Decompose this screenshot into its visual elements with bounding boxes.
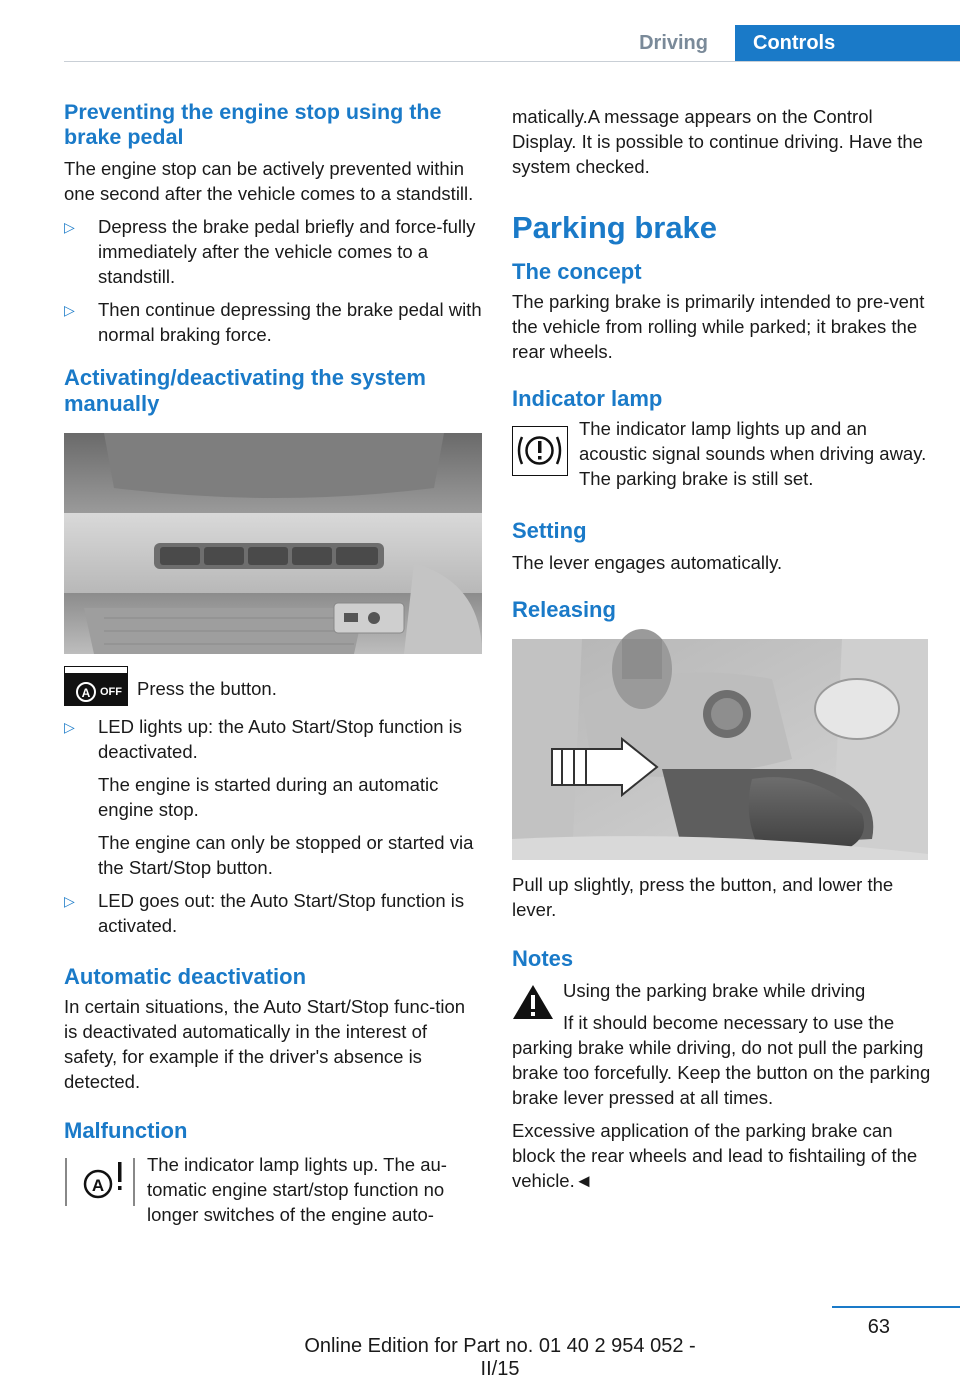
notes-block: [512, 978, 932, 1193]
triangle-bullet-icon: ▷: [64, 893, 75, 909]
parking-brake-lever-illustration: [512, 639, 928, 860]
page-number: 63: [867, 1316, 890, 1338]
parking-brake-symbol-icon: [513, 427, 566, 474]
list-item-text: LED lights up: the Auto Start/Stop function is deactivated.: [98, 716, 463, 762]
paragraph-prevent: The engine stop can be actively prevented within one second after the vehicle comes to a standstill.: [64, 158, 474, 204]
heading-setting: Setting: [512, 518, 587, 543]
malfunction-block: [64, 1152, 482, 1232]
indicator-lamp-block: [512, 416, 932, 496]
parking-brake-indicator-icon: [512, 426, 568, 476]
paragraph-setting: The lever engages automatically.: [512, 552, 783, 573]
header-tab-driving: Driving: [639, 32, 708, 54]
svg-text:A: A: [81, 686, 91, 700]
heading-the-concept: The concept: [512, 259, 642, 284]
list-item: [64, 888, 482, 938]
paragraph-malfunction: The indicator lamp lights up. The au‐tomatic engine start/stop function no longer switches of the engine auto‐: [147, 1154, 447, 1225]
header-divider: [64, 61, 960, 62]
triangle-bullet-icon: ▷: [64, 719, 75, 735]
heading-indicator-lamp: Indicator lamp: [512, 386, 663, 411]
auto-start-stop-warning-symbol-icon: [64, 1156, 136, 1208]
list-led-states: [64, 714, 482, 938]
heading-prevent-engine-stop: Preventing the engine stop using the brake pedal: [64, 100, 442, 149]
list-item-text: Depress the brake pedal briefly and force‐fully immediately after the vehicle comes to a standstill.: [98, 216, 476, 287]
warning-triangle-icon: [512, 984, 554, 1020]
console-buttons-illustration: [64, 433, 482, 654]
heading-automatic-deactivation: Automatic deactivation: [64, 964, 307, 989]
svg-text:A: A: [91, 1176, 105, 1195]
auto-start-stop-off-button-icon: [64, 666, 128, 706]
warning-triangle-symbol-icon: [512, 984, 554, 1020]
page-header: [64, 25, 960, 62]
note-paragraph-2: Excessive application of the parking brake can block the rear wheels and lead to fishtailing of the vehicle.◄: [512, 1120, 918, 1191]
heading-parking-brake: Parking brake: [512, 210, 718, 245]
paragraph-releasing: Pull up slightly, press the button, and lower the lever.: [512, 874, 894, 920]
heading-releasing: Releasing: [512, 597, 616, 622]
triangle-bullet-icon: ▷: [64, 219, 75, 235]
paragraph-malfunction-continued: matically.A message appears on the Control Display. It is possible to continue driving. Have the system checked.: [512, 106, 923, 177]
note-title: Using the parking brake while driving: [563, 980, 866, 1001]
list-item-subtext: The engine can only be stopped or started via the Start/Stop button.: [98, 832, 474, 878]
heading-malfunction: Malfunction: [64, 1118, 188, 1143]
list-item-text: Then continue depressing the brake pedal with normal braking force.: [98, 299, 482, 345]
note-paragraph-1: If it should become necessary to use the parking brake while driving, do not pull the parking brake too forcefully. Keep the button on the parking brake lever pressed at all times.: [512, 1012, 931, 1108]
right-column: [512, 104, 932, 1193]
list-item-subtext: The engine is started during an automatic engine stop.: [98, 774, 439, 820]
list-item: [64, 297, 482, 347]
left-column: [64, 100, 482, 1232]
paragraph-automatic-deactivation: In certain situations, the Auto Start/Stop func‐tion is deactivated automatically in the interest of safety, for example if the driver's absence is detected.: [64, 996, 466, 1092]
list-prevent-steps: [64, 214, 482, 347]
triangle-bullet-icon: ▷: [64, 302, 75, 318]
footer-accent-line: [832, 1306, 960, 1308]
header-tab-controls: Controls: [735, 25, 960, 61]
heading-activate-manually: Activating/deactivating the system manually: [64, 365, 426, 416]
list-item-text: LED goes out: the Auto Start/Stop function is activated.: [98, 890, 465, 936]
press-button-row: [64, 666, 482, 706]
list-item: [64, 214, 482, 289]
footer-edition-text: Online Edition for Part no. 01 40 2 954 052 - II/15: [304, 1335, 696, 1380]
paragraph-concept: The parking brake is primarily intended to pre‐vent the vehicle from rolling while parked; it brakes the rear wheels.: [512, 291, 925, 362]
console-buttons-photo: [64, 433, 482, 654]
off-icon-label: OFF: [100, 686, 122, 698]
parking-brake-lever-photo: [512, 639, 928, 860]
paragraph-indicator-lamp: The indicator lamp lights up and an acoustic signal sounds when driving away. The parking brake is still set.: [579, 418, 927, 489]
heading-notes: Notes: [512, 946, 574, 971]
auto-start-stop-warning-icon: [64, 1156, 136, 1208]
press-button-text: Press the button.: [137, 678, 277, 699]
list-item: [64, 714, 482, 880]
